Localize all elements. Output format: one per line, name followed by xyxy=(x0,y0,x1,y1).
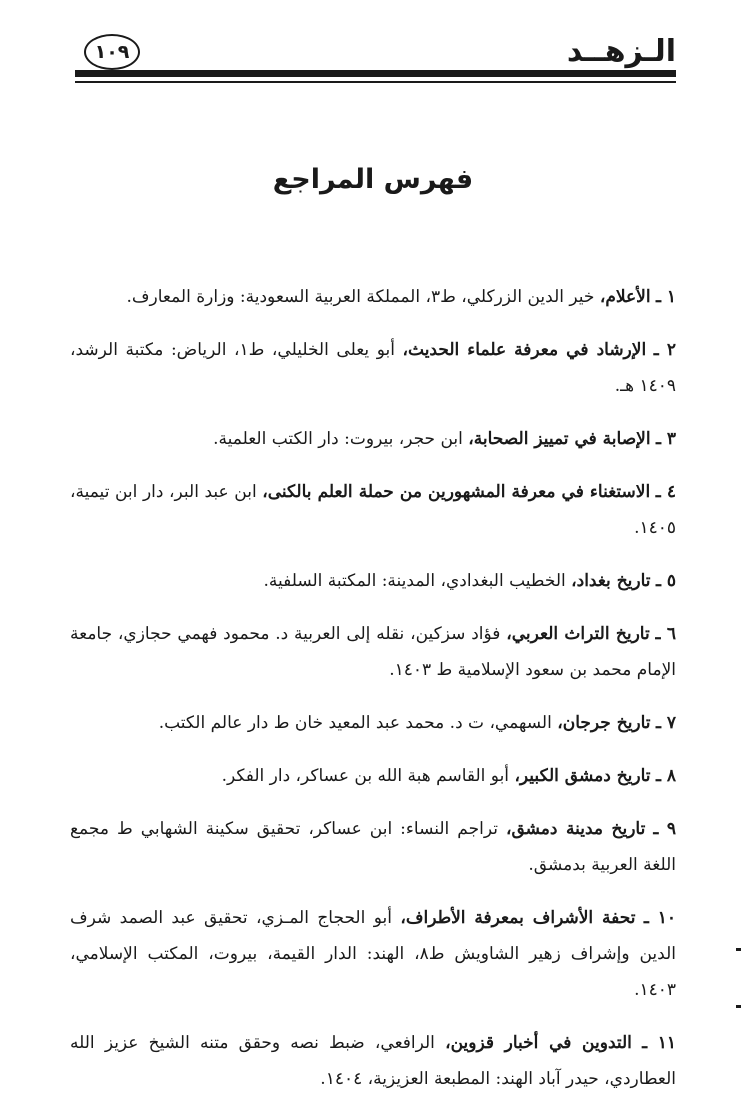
reference-title: الاستغناء في معرفة المشهورين من حملة العلم بالكنى، xyxy=(262,482,651,502)
reference-title: الإرشاد في معرفة علماء الحديث، xyxy=(402,340,647,360)
reference-details: تراجم النساء: ابن عساكر، تحقيق سكينة الشهابي ط مجمع اللغة العربية بدمشق. xyxy=(70,819,676,875)
reference-item xyxy=(70,474,676,546)
reference-item xyxy=(70,616,676,688)
reference-details: الخطيب البغدادي، المدينة: المكتبة السلفية. xyxy=(263,571,572,591)
reference-number: ٦ ـ xyxy=(655,624,676,644)
reference-number: ١ ـ xyxy=(655,287,676,307)
reference-title: تاريخ دمشق الكبير، xyxy=(514,766,651,786)
reference-number: ٧ ـ xyxy=(655,713,676,733)
margin-mark xyxy=(736,948,741,951)
page-header xyxy=(66,26,676,76)
reference-item xyxy=(70,900,676,1008)
page-number-badge: ١٠٩ xyxy=(84,34,140,70)
reference-details: أبو الحجاج المـزي، تحقيق عبد الصمد شرف الدين وإشراف زهير الشاويش ط٨، الهند: الدار القيمة، بيروت، المكتب الإسلامي، ١٤٠٣. xyxy=(70,908,676,1000)
section-title: فهرس المراجع xyxy=(272,164,474,195)
reference-details: فؤاد سزكين، نقله إلى العربية د. محمود فهمي حجازي، جامعة الإمام محمد بن سعود الإسلامية ط ١٤٠٣. xyxy=(70,624,676,680)
reference-item xyxy=(70,1025,676,1097)
reference-details: خير الدين الزركلي، ط٣، المملكة العربية السعودية: وزارة المعارف. xyxy=(126,287,600,307)
reference-number: ٣ ـ xyxy=(655,429,676,449)
reference-title: تاريخ جرجان، xyxy=(557,713,651,733)
reference-details: ابن عبد البر، دار ابن تيمية، ١٤٠٥. xyxy=(70,482,676,538)
reference-details: أبو القاسم هبة الله بن عساكر، دار الفكر. xyxy=(221,766,515,786)
reference-item xyxy=(70,758,676,794)
reference-number: ٨ ـ xyxy=(655,766,676,786)
reference-item xyxy=(70,705,676,741)
running-header-title: الـزهــد xyxy=(566,34,676,69)
header-rule-thick xyxy=(75,70,676,77)
reference-title: تاريخ بغداد، xyxy=(571,571,651,591)
header-rule-thin xyxy=(75,81,676,83)
reference-number: ٥ ـ xyxy=(655,571,676,591)
reference-number: ١١ ـ xyxy=(642,1033,677,1053)
reference-title: تاريخ مدينة دمشق، xyxy=(505,819,646,839)
reference-details: الرافعي، ضبط نصه وحقق متنه الشيخ عزيز الله العطاردي، حيدر آباد الهند: المطبعة العزيزية، ١٤٠٤. xyxy=(70,1033,676,1089)
reference-title: التدوين في أخبار قزوين، xyxy=(445,1033,632,1053)
margin-mark xyxy=(736,1005,741,1008)
reference-title: الأعلام، xyxy=(599,287,651,307)
reference-item xyxy=(70,563,676,599)
reference-details: السهمي، ت د. محمد عبد المعيد خان ط دار عالم الكتب. xyxy=(158,713,558,733)
reference-details: أبو يعلى الخليلي، ط١، الرياض: مكتبة الرشد، ١٤٠٩ هـ. xyxy=(70,340,676,396)
reference-title: تاريخ التراث العربي، xyxy=(506,624,650,644)
reference-title: الإصابة في تمييز الصحابة، xyxy=(468,429,651,449)
reference-details: ابن حجر، بيروت: دار الكتب العلمية. xyxy=(213,429,469,449)
reference-title: تحفة الأشراف بمعرفة الأطراف، xyxy=(400,908,636,928)
reference-item xyxy=(70,421,676,457)
reference-item xyxy=(70,279,676,315)
reference-number: ٤ ـ xyxy=(655,482,677,502)
reference-number: ١٠ ـ xyxy=(643,908,677,928)
reference-item xyxy=(70,332,676,404)
reference-item xyxy=(70,811,676,883)
reference-number: ٢ ـ xyxy=(653,340,676,360)
reference-number: ٩ ـ xyxy=(653,819,677,839)
references-list xyxy=(70,262,676,1107)
